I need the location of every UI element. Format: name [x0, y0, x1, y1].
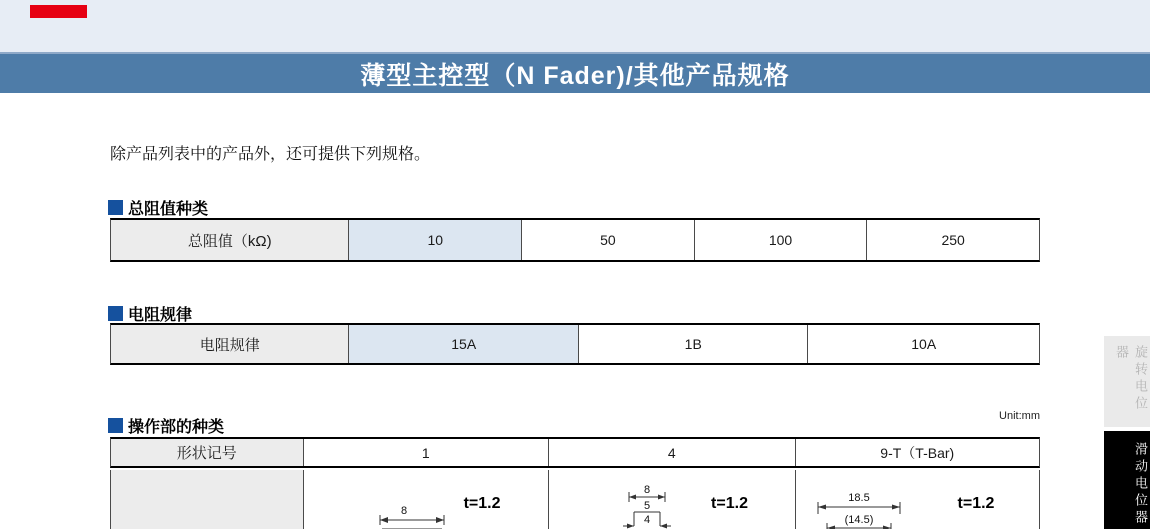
- thickness-label: t=1.2: [711, 495, 748, 512]
- section-heading-lever: [108, 414, 224, 437]
- taper-table: [110, 323, 1040, 365]
- resistance-table: [110, 218, 1040, 262]
- svg-text:(14.5): (14.5): [844, 514, 873, 526]
- section-heading-label: 操作部的种类: [128, 419, 225, 436]
- svg-text:8: 8: [400, 505, 407, 517]
- unit-note: Unit:mm: [999, 410, 1040, 422]
- lever-drawing-shape-9t: [795, 470, 1039, 529]
- svg-text:18.5: 18.5: [847, 492, 870, 504]
- svg-text:5: 5: [643, 500, 651, 512]
- section-bullet-icon: [108, 200, 123, 215]
- shape-code: 1: [303, 439, 548, 466]
- section-heading-resistance: [108, 196, 208, 219]
- section-heading-taper: [108, 302, 192, 325]
- section-heading-label: 总阻值种类: [128, 201, 209, 218]
- shape-code-table: [110, 437, 1040, 468]
- resistance-value-highlighted: 10: [348, 220, 521, 260]
- svg-text:8: 8: [643, 484, 651, 496]
- title-banner: [0, 52, 1150, 93]
- dimension-drawing-icon: [796, 470, 1041, 529]
- side-tab-label: 旋转电位器: [1114, 345, 1148, 413]
- side-tab-label: 滑动电位器: [1133, 442, 1148, 527]
- dimension-drawing-icon: [549, 470, 796, 529]
- thickness-label: t=1.2: [463, 495, 501, 512]
- page-marker: [30, 5, 87, 18]
- drawing-label-cell: [111, 470, 303, 529]
- top-strip: [0, 0, 1150, 52]
- page-title: 薄型主控型（N Fader)/其他产品规格: [360, 61, 790, 90]
- section-bullet-icon: [108, 418, 123, 433]
- taper-value: 10A: [807, 325, 1039, 363]
- side-tab-slide-potentiometer[interactable]: [1104, 431, 1150, 529]
- resistance-value: 250: [866, 220, 1039, 260]
- intro-text: 除产品列表中的产品外，还可提供下列规格。: [110, 146, 431, 163]
- side-tab-rotary-potentiometer[interactable]: [1104, 336, 1150, 427]
- table-row-label: 电阻规律: [111, 325, 348, 363]
- resistance-value: 100: [694, 220, 867, 260]
- resistance-value: 50: [521, 220, 694, 260]
- shape-code: 9-T（T-Bar): [795, 439, 1039, 466]
- lever-drawing-row: [110, 470, 1040, 529]
- shape-code: 4: [548, 439, 794, 466]
- lever-drawing-shape-1: [303, 470, 548, 529]
- section-heading-label: 电阻规律: [128, 307, 193, 324]
- taper-value: 1B: [578, 325, 808, 363]
- table-row-label: 总阻值（kΩ): [111, 220, 348, 260]
- section-bullet-icon: [108, 306, 123, 321]
- table-row-label: 形状记号: [111, 439, 303, 466]
- svg-text:4: 4: [643, 514, 651, 526]
- thickness-label: t=1.2: [957, 495, 995, 512]
- lever-drawing-shape-4: [548, 470, 794, 529]
- taper-value-highlighted: 15A: [348, 325, 578, 363]
- dimension-drawing-icon: [304, 470, 550, 529]
